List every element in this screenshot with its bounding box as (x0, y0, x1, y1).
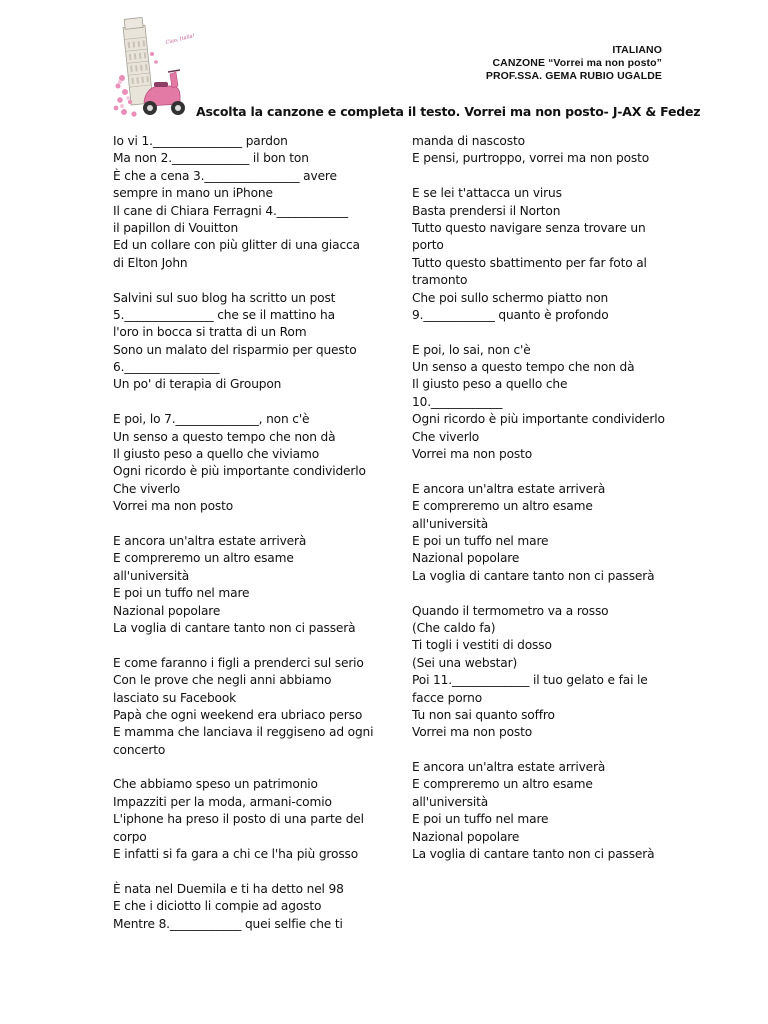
lyric-line: Mentre 8.____________ quei selfie che ti (113, 916, 343, 931)
lyric-line: Ti togli i vestiti di dosso (412, 638, 552, 653)
lyric-line: Con le prove che negli anni abbiamo (113, 673, 332, 688)
lyric-line: l'oro in bocca si tratta di un Rom (113, 325, 307, 340)
stanza-break (412, 168, 674, 185)
lyric-line: Un senso a questo tempo che non dà (113, 429, 336, 444)
lyric-line: Un po' di terapia di Groupon (113, 377, 282, 392)
lyric-line: il papillon di Vouitton (113, 220, 239, 235)
lyric-line: È che a cena 3.________________ avere (113, 168, 337, 183)
lyric-line: concerto (113, 742, 166, 757)
lyric-line: Impazziti per la moda, armani-comio (113, 794, 332, 809)
lyric-line: Nazional popolare (113, 603, 221, 618)
stanza-break (113, 759, 375, 776)
lyric-line: 6.________________ (113, 360, 220, 375)
lyric-line: E pensi, purtroppo, vorrei ma non posto (412, 151, 650, 166)
lyric-line: E ancora un'altra estate arriverà (412, 760, 606, 775)
lyric-line: Che abbiamo speso un patrimonio (113, 777, 318, 792)
lyric-line: Il giusto peso a quello che viviamo (113, 447, 320, 462)
lyric-line: corpo (113, 829, 147, 844)
lyric-line: Il giusto peso a quello che (412, 377, 568, 392)
lyric-line: Il cane di Chiara Ferragni 4.____________ (113, 203, 348, 218)
lyric-line: E poi, lo 7.______________, non c'è (113, 412, 310, 427)
stanza-break (113, 516, 375, 533)
lyric-line: all'università (412, 794, 489, 809)
lyrics-left-column (113, 133, 375, 933)
lyric-line: porto (412, 238, 444, 253)
lyric-line: E poi, lo sai, non c'è (412, 342, 531, 357)
stanza-break (412, 742, 674, 759)
lyric-line: L'iphone ha preso il posto di una parte del (113, 812, 364, 827)
subject-label: ITALIANO (612, 44, 662, 56)
document-header (486, 44, 662, 83)
stanza-break (412, 463, 674, 480)
lyric-line: E ancora un'altra estate arriverà (412, 481, 606, 496)
lyric-line: E poi un tuffo nel mare (412, 812, 549, 827)
lyric-line: E come faranno i figli a prenderci sul serio (113, 655, 364, 670)
lyric-line: 9.____________ quanto è profondo (412, 307, 609, 322)
lyric-line: Ogni ricordo è più importante condividerlo (412, 412, 665, 427)
lyric-line: Che viverlo (113, 481, 181, 496)
lyric-line: E compreremo un altro esame (412, 499, 593, 514)
lyric-line: Vorrei ma non posto (412, 725, 533, 740)
stanza-break (113, 637, 375, 654)
lyric-line: Ogni ricordo è più importante condividerlo (113, 464, 366, 479)
stanza-break (113, 394, 375, 411)
stanza-break (113, 272, 375, 289)
lyric-line: Salvini sul suo blog ha scritto un post (113, 290, 336, 305)
lyric-line: La voglia di cantare tanto non ci passerà (113, 620, 356, 635)
lyric-line: Nazional popolare (412, 829, 520, 844)
song-label: CANZONE “Vorrei ma non posto” (492, 57, 662, 69)
lyric-line: facce porno (412, 690, 483, 705)
lyric-line: Nazional popolare (412, 551, 520, 566)
lyric-line: Io vi 1._______________ pardon (113, 134, 288, 148)
logo-image (110, 14, 196, 122)
lyric-line: È nata nel Duemila e ti ha detto nel 98 (113, 881, 344, 896)
lyrics-right-column (412, 133, 674, 863)
lyric-line: Tutto questo navigare senza trovare un (412, 220, 646, 235)
stanza-break (412, 585, 674, 602)
lyric-line: Quando il termometro va a rosso (412, 603, 609, 618)
lyric-line: E poi un tuffo nel mare (113, 586, 250, 601)
exercise-title: Ascolta la canzone e completa il testo. Vorrei ma non posto- J-AX & Fedez (196, 104, 701, 119)
lyric-line: tramonto (412, 273, 468, 288)
lyric-line: Vorrei ma non posto (412, 447, 533, 462)
lyric-line: Poi 11._____________ il tuo gelato e fai le (412, 673, 648, 688)
lyric-line: La voglia di cantare tanto non ci passerà (412, 568, 655, 583)
lyric-line: Tutto questo sbattimento per far foto al (412, 255, 647, 270)
lyric-line: E infatti si fa gara a chi ce l'ha più grosso (113, 847, 359, 862)
stanza-break (412, 324, 674, 341)
lyric-line: Ed un collare con più glitter di una giacca (113, 238, 360, 253)
lyric-line: E compreremo un altro esame (113, 551, 294, 566)
lyric-line: Un senso a questo tempo che non dà (412, 360, 635, 375)
lyric-line: La voglia di cantare tanto non ci passerà (412, 847, 655, 862)
lyric-line: Che poi sullo schermo piatto non (412, 290, 609, 305)
lyric-line: Tu non sai quanto soffro (412, 707, 555, 722)
lyric-line: manda di nascosto (412, 134, 525, 148)
lyric-line: Basta prendersi il Norton (412, 203, 561, 218)
lyric-line: E mamma che lanciava il reggiseno ad ogni (113, 725, 374, 740)
lyric-line: 5._______________ che se il mattino ha (113, 307, 335, 322)
lyric-line: lasciato su Facebook (113, 690, 237, 705)
lyric-line: Sono un malato del risparmio per questo (113, 342, 357, 357)
lyric-line: E ancora un'altra estate arriverà (113, 533, 307, 548)
logo-script-text: Ciao, Italia! (165, 32, 196, 46)
lyric-line: E che i diciotto li compie ad agosto (113, 899, 322, 914)
lyric-line: Papà che ogni weekend era ubriaco perso (113, 707, 363, 722)
lyric-line: E se lei t'attacca un virus (412, 186, 562, 201)
lyric-line: Ma non 2._____________ il bon ton (113, 151, 309, 166)
teacher-label: PROF.SSA. GEMA RUBIO UGALDE (485, 70, 662, 82)
lyric-line: di Elton John (113, 255, 188, 270)
lyric-line: E poi un tuffo nel mare (412, 533, 549, 548)
lyric-line: 10.____________ (412, 394, 503, 409)
lyric-line: E compreremo un altro esame (412, 777, 593, 792)
lyric-line: (Che caldo fa) (412, 620, 496, 635)
lyric-line: Vorrei ma non posto (113, 499, 234, 514)
lyric-line: all'università (412, 516, 489, 531)
lyric-line: (Sei una webstar) (412, 655, 518, 670)
lyric-line: Che viverlo (412, 429, 480, 444)
lyric-line: all'università (113, 568, 190, 583)
stanza-break (113, 863, 375, 880)
lyric-line: sempre in mano un iPhone (113, 186, 273, 201)
